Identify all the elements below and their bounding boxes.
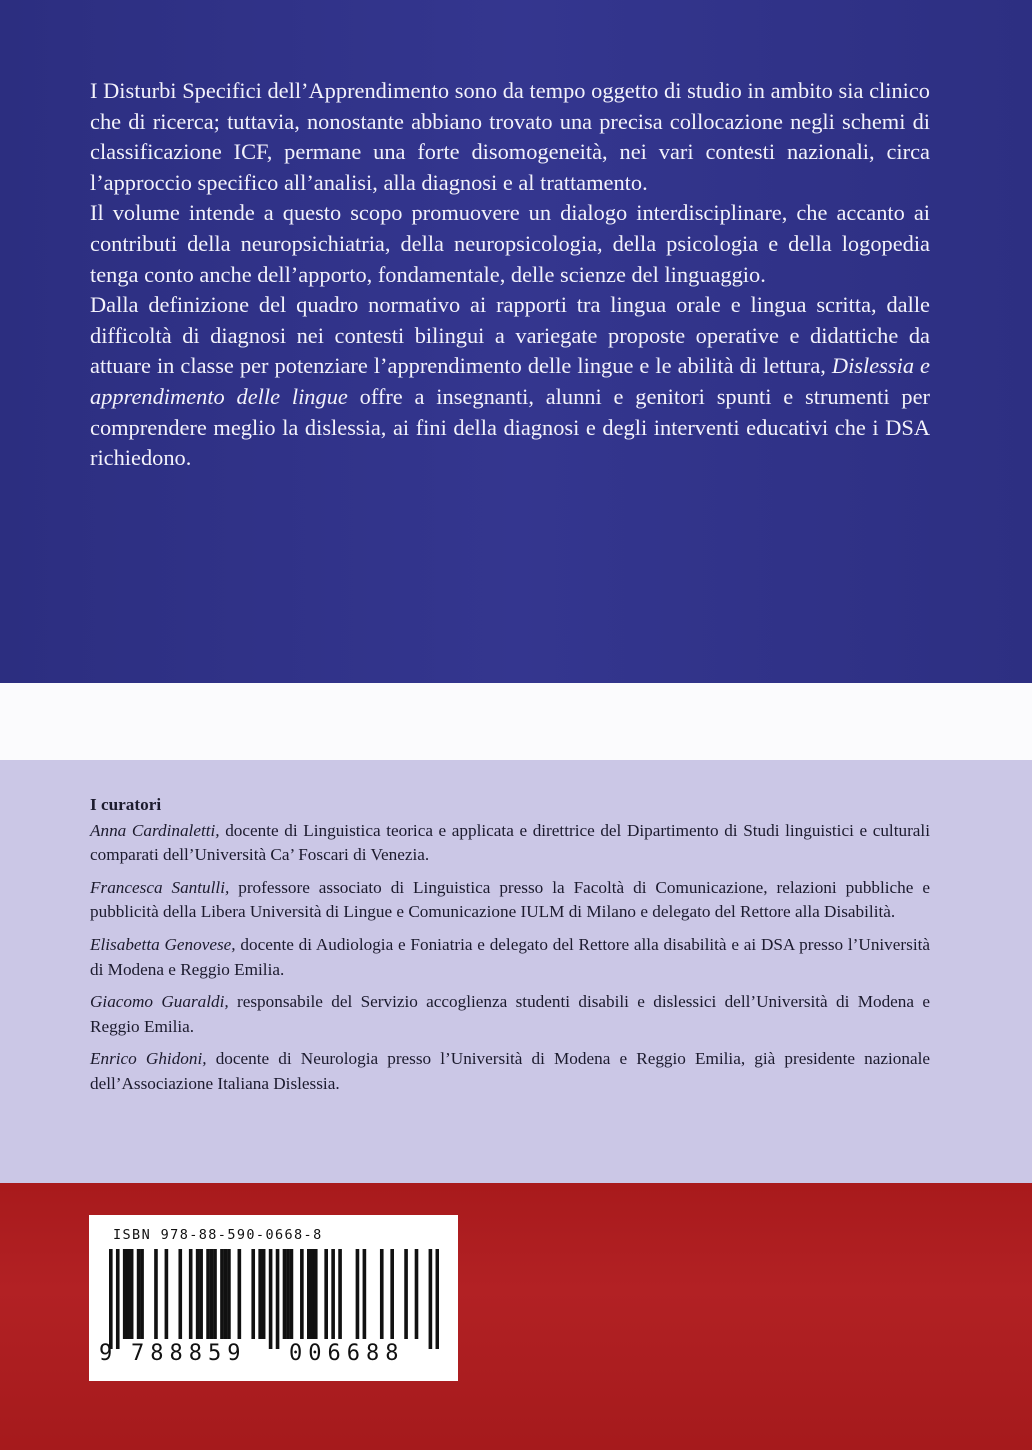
curator-name: Enrico Ghidoni, <box>90 1049 207 1069</box>
barcode-bar <box>126 1249 130 1339</box>
barcode-bar <box>220 1249 224 1339</box>
barcode-bar <box>310 1249 314 1339</box>
barcode-bar <box>224 1249 228 1339</box>
barcode-bar <box>356 1249 360 1339</box>
barcode-bar <box>338 1249 342 1339</box>
curators-heading: I curatori <box>90 795 162 814</box>
barcode-bar <box>137 1249 141 1339</box>
blurb-text <box>90 76 930 474</box>
blurb-paragraph-3-start: Dalla definizione del quadro normativo ai rapporti tra lingua orale e lingua scritta, dalle difficoltà di diagnosi nei contesti bilingui a variegate proposte operative e didattiche da attuare in classe per potenziare l’apprendimento delle lingue e le abilità di lettura, <box>90 292 930 379</box>
barcode-bar <box>363 1249 367 1339</box>
white-stripe <box>0 683 1032 760</box>
barcode-bar <box>196 1249 200 1339</box>
barcode-bar <box>286 1249 290 1339</box>
barcode-bar <box>300 1249 304 1339</box>
curator-description: docente di Audiologia e Foniatria e delegato del Rettore alla disabilità e ai DSA presso l’Università di Modena e Reggio Emilia. <box>90 934 930 979</box>
barcode-bar <box>436 1249 439 1349</box>
barcode-label <box>89 1215 458 1381</box>
curator-name: Francesca Santulli, <box>90 877 230 897</box>
barcode-bar <box>116 1249 120 1349</box>
barcode-bar <box>331 1249 335 1339</box>
barcode-bar <box>429 1249 433 1349</box>
barcode-bar <box>238 1249 242 1339</box>
barcode-bar <box>283 1249 287 1339</box>
barcode-bar <box>276 1249 280 1349</box>
barcode-bar <box>165 1249 169 1339</box>
curator-description: docente di Neurologia presso l’Università di Modena e Reggio Emilia, già presidente nazionale dell’Associazione Italiana Dislessia. <box>90 1049 931 1093</box>
barcode-bar <box>258 1249 262 1339</box>
barcode-bar <box>290 1249 294 1339</box>
barcode-bar <box>213 1249 217 1339</box>
ean-first-digit: 9 <box>99 1341 113 1366</box>
curator-bio <box>90 876 930 925</box>
barcode-bar <box>262 1249 266 1339</box>
curator-bio <box>90 990 930 1039</box>
isbn-label: ISBN 978-88-590-0668-8 <box>113 1227 323 1243</box>
barcode-bar <box>123 1249 127 1339</box>
barcode-bar <box>178 1249 182 1339</box>
curator-description: docente di Linguistica teorica e applicata e direttrice del Dipartimento di Studi linguistici e culturali comparati dell’Università Ca’ Foscari di Venezia. <box>90 820 930 865</box>
barcode-icon <box>109 1249 439 1349</box>
curator-bio <box>90 1047 930 1096</box>
blurb-paragraph-2: Il volume intende a questo scopo promuovere un dialogo interdisciplinare, che accanto ai contributi della neuropsichiatria, della neuropsicologia, della psicologia e della logopedia tenga conto anche dell’apporto, fondamentale, delle scienze del linguaggio. <box>90 200 930 287</box>
barcode-bar <box>404 1249 408 1339</box>
barcode-bar <box>390 1249 394 1339</box>
barcode-bar <box>269 1249 273 1349</box>
curator-description: responsabile del Servizio accoglienza studenti disabili e dislessici dell’Università di Modena e Reggio Emilia. <box>90 992 930 1036</box>
barcode-bar <box>130 1249 134 1339</box>
barcode-bar <box>210 1249 214 1339</box>
barcode-bar <box>109 1249 113 1349</box>
blurb-paragraph-1: I Disturbi Specifici dell’Apprendimento sono da tempo oggetto di studio in ambito sia clinico che di ricerca; tuttavia, nonostante abbiano trovato una precisa collocazione negli schemi di classificazione ICF, permane una forte disomogeneità, nei vari contesti nazionali, circa l’approccio specifico all’analisi, alla diagnosi e al trattamento. <box>90 78 930 195</box>
barcode-bar <box>314 1249 318 1339</box>
ean-right-digits: 006688 <box>289 1341 405 1366</box>
curators-section <box>90 793 930 1105</box>
barcode-bar <box>251 1249 255 1339</box>
barcode-bar <box>324 1249 328 1339</box>
curator-bio <box>90 933 930 982</box>
barcode-bar <box>380 1249 384 1339</box>
barcode-bar <box>140 1249 144 1339</box>
barcode-bar <box>189 1249 193 1339</box>
curator-bio <box>90 819 930 868</box>
blurb-paragraph-3-end: offre a insegnanti, alunni e genitori spunti e strumenti per comprendere meglio la dislessia, ai fini della diagnosi e degli interventi educativi che i DSA richiedono. <box>90 383 930 471</box>
barcode-bar <box>415 1249 419 1339</box>
curator-name: Anna Cardinaletti, <box>90 820 220 840</box>
barcode-bar <box>154 1249 158 1339</box>
barcode-bar <box>206 1249 210 1339</box>
barcode-bar <box>227 1249 231 1339</box>
ean-left-digits: 788859 <box>131 1341 247 1366</box>
curator-name: Giacomo Guaraldi, <box>90 992 229 1012</box>
curator-description: professore associato di Linguistica presso la Facoltà di Comunicazione, relazioni pubbliche e pubblicità della Libera Università di Lingue e Comunicazione IULM di Milano e delegato del Rettore alla Disabilità. <box>90 877 930 922</box>
barcode-bar <box>199 1249 203 1339</box>
curator-name: Elisabetta Genovese, <box>90 934 236 954</box>
barcode-bar <box>307 1249 311 1339</box>
blurb-paragraph-3 <box>90 290 930 474</box>
book-title-inline: Dislessia e apprendimento delle lingue <box>90 353 930 409</box>
